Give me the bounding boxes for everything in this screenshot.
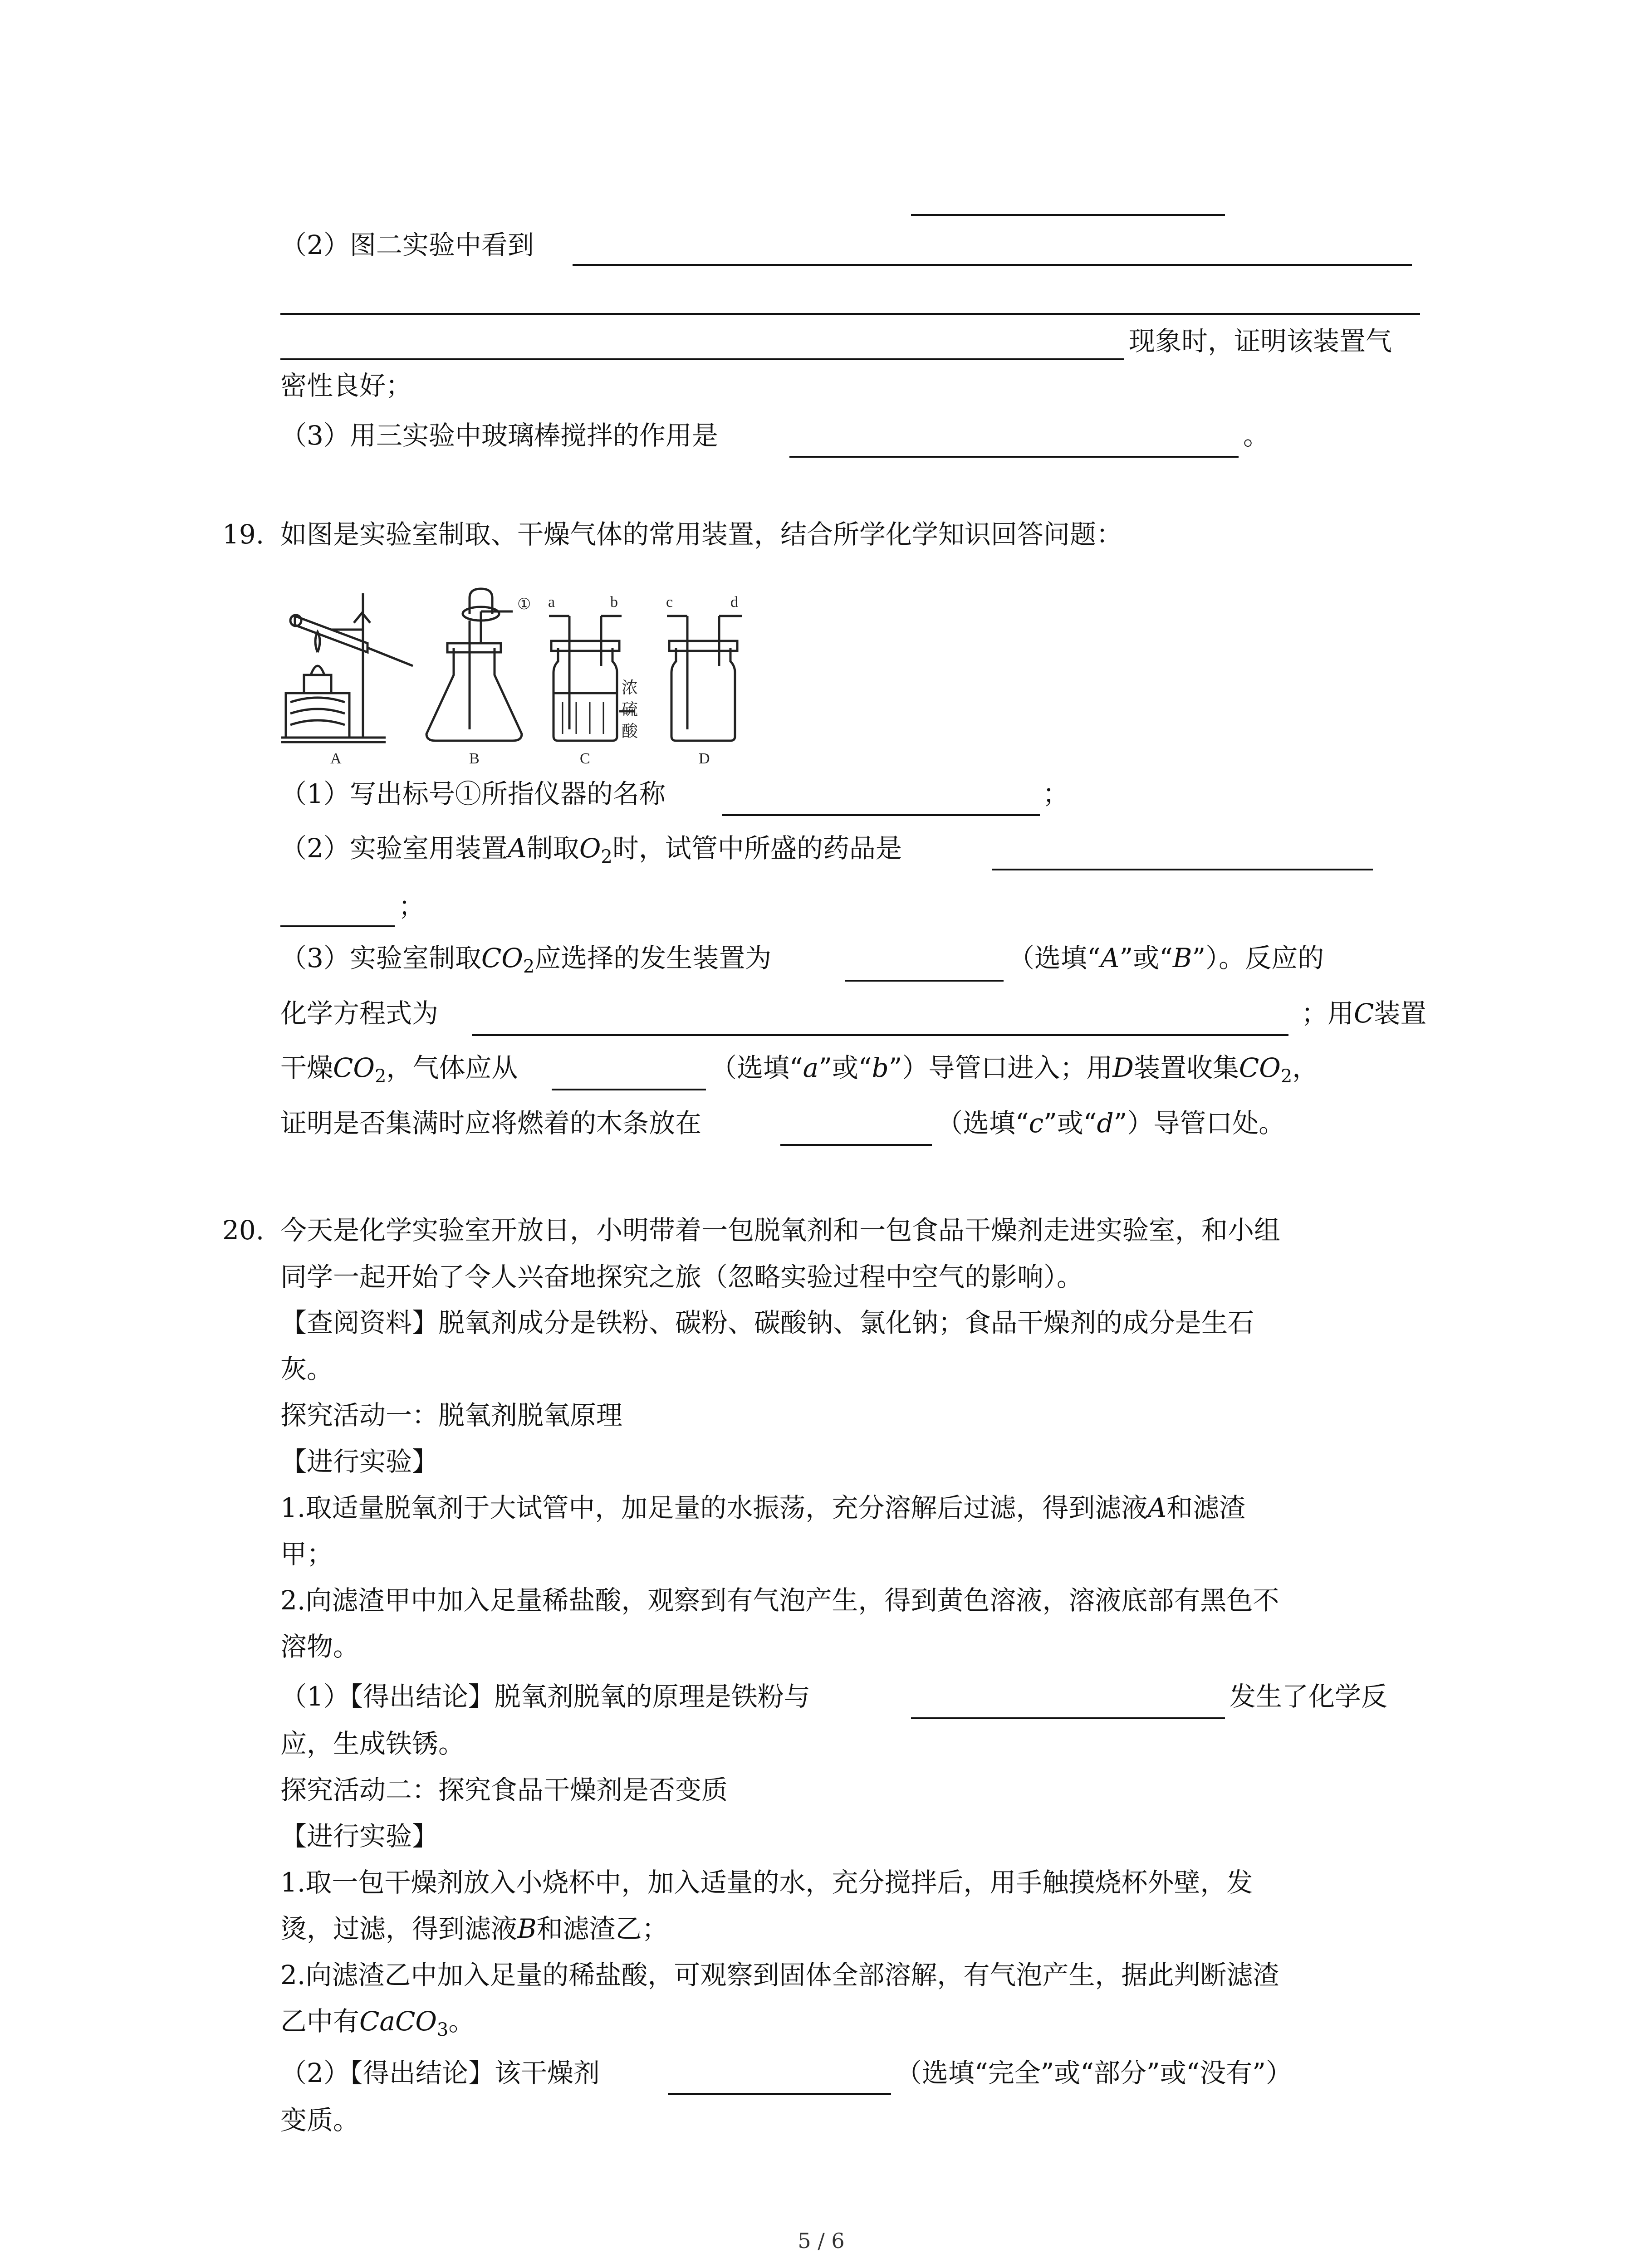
q19-part3-line1-end: （选填“A”或“B”）。反应的 [1008,943,1324,973]
question-number: 20. [222,1215,265,1246]
q20-line: 探究活动一：脱氧剂脱氧原理 [280,1400,623,1431]
q18-part2-line3: 现象时，证明该装置气 [1129,326,1392,357]
tube-label-d: d [730,594,738,611]
q20-line: 2.向滤渣甲中加入足量稀盐酸，观察到有气泡产生，得到黄色溶液，溶液底部有黑色不 [280,1585,1279,1616]
q20-line: 同学一起开始了令人兴奋地探究之旅（忽略实验过程中空气的影响）。 [280,1261,1083,1292]
q19-part1-end: ； [1043,778,1069,809]
q20-line: 探究活动二：探究食品干燥剂是否变质 [280,1774,728,1805]
q20-part1-end: 发生了化学反 [1230,1681,1388,1712]
q18-part2-line4: 密性良好； [280,370,412,401]
tube-label-a: a [548,594,555,611]
answer-blank[interactable] [789,456,1239,458]
q20-part2-end: （选填“完全”或“部分”或“没有”） [896,2058,1292,2088]
q20-line: 变质。 [280,2105,360,2136]
tube-label-b: b [610,594,618,611]
marker-label: ① [517,596,531,613]
answer-blank[interactable] [472,1034,1288,1036]
q20-line: 灰。 [280,1354,333,1384]
acid-label-3: 酸 [622,722,638,741]
answer-blank[interactable] [992,869,1373,870]
question-number: 19. [222,519,265,550]
answer-blank[interactable] [552,1089,706,1090]
label-D: D [699,750,710,767]
answer-blank[interactable] [573,264,1412,266]
answer-blank[interactable] [280,358,1124,360]
q19-part3-line2: 化学方程式为 [280,998,439,1029]
q19-part1: （1）写出标号①所指仪器的名称 [280,778,666,809]
acid-label-1: 浓 [622,679,638,697]
q20-line: 2.向滤渣乙中加入足量的稀盐酸，可观察到固体全部溶解，有气泡产生，据此判断滤渣 [280,1960,1279,1990]
answer-blank[interactable] [911,1717,1225,1719]
q19-part3-line2-end: ；用C装置 [1301,998,1427,1029]
apparatus-d-gas-collecting-bottle [667,616,742,741]
q20-line: 【查阅资料】脱氧剂成分是铁粉、碳粉、碳酸钠、氯化钠；食品干燥剂的成分是生石 [280,1307,1254,1338]
q20-line: 【进行实验】 [280,1446,439,1477]
q20-line: 1.取一包干燥剂放入小烧杯中，加入适量的水，充分搅拌后，用手触摸烧杯外壁，发 [280,1867,1253,1898]
q18-part3-end: 。 [1243,420,1270,451]
q20-line: 甲； [280,1539,333,1569]
label-C: C [580,750,590,767]
acid-label-2: 硫 [622,700,638,719]
answer-blank[interactable] [280,925,395,927]
q19-part3-line3: 干燥$CO_2$，气体应从 [280,1052,518,1087]
q20-line: 【进行实验】 [280,1821,439,1852]
apparatus-b-conical-flask [426,589,522,741]
answer-blank[interactable] [668,2093,891,2095]
label-A: A [330,750,342,767]
label-B: B [469,750,480,767]
q20-line: 烫，过滤，得到滤液B和滤渣乙； [280,1913,668,1944]
answer-blank[interactable] [280,313,1420,315]
q20-part1: （1）【得出结论】脱氧剂脱氧的原理是铁粉与 [280,1681,810,1712]
q19-part2-end: ； [398,891,425,922]
q19-part3-line4-end: （选填“c”或“d”）导管口处。 [936,1108,1285,1139]
lab-apparatus-figure [277,580,749,770]
q20-line: 今天是化学实验室开放日，小明带着一包脱氧剂和一包食品干燥剂走进实验室，和小组 [280,1215,1281,1246]
q18-part3: （3）用三实验中玻璃棒搅拌的作用是 [280,420,718,451]
answer-blank[interactable] [780,1144,932,1146]
q19-part2: （2）实验室用装置A制取$O_2$时，试管中所盛的药品是 [280,833,902,867]
answer-blank[interactable] [845,980,1004,982]
question-stem: 如图是实验室制取、干燥气体的常用装置，结合所学化学知识回答问题： [280,519,1123,550]
q19-part3-line4: 证明是否集满时应将燃着的木条放在 [280,1108,702,1139]
q19-part3-line3-end: （选填“a”或“b”）导管口进入；用D装置收集$CO_2$， [710,1052,1319,1087]
tube-label-c: c [666,594,673,611]
answer-blank[interactable] [722,814,1040,816]
q20-line: 乙中有CaCO$_3$。 [280,2006,475,2040]
q20-line: 1.取适量脱氧剂于大试管中，加足量的水振荡，充分溶解后过滤，得到滤液A和滤渣 [280,1492,1246,1523]
page-number: 5 / 6 [798,2229,845,2253]
q20-part2: （2）【得出结论】该干燥剂 [280,2058,600,2088]
q18-part2-line1: （2）图二实验中看到 [280,230,534,260]
answer-blank[interactable] [911,214,1225,216]
q20-line: 溶物。 [280,1631,360,1662]
q20-line: 应，生成铁锈。 [280,1728,465,1759]
apparatus-a-test-tube-setup [281,593,413,742]
q19-part3-line1: （3）实验室制取$CO_2$应选择的发生装置为 [280,943,772,977]
